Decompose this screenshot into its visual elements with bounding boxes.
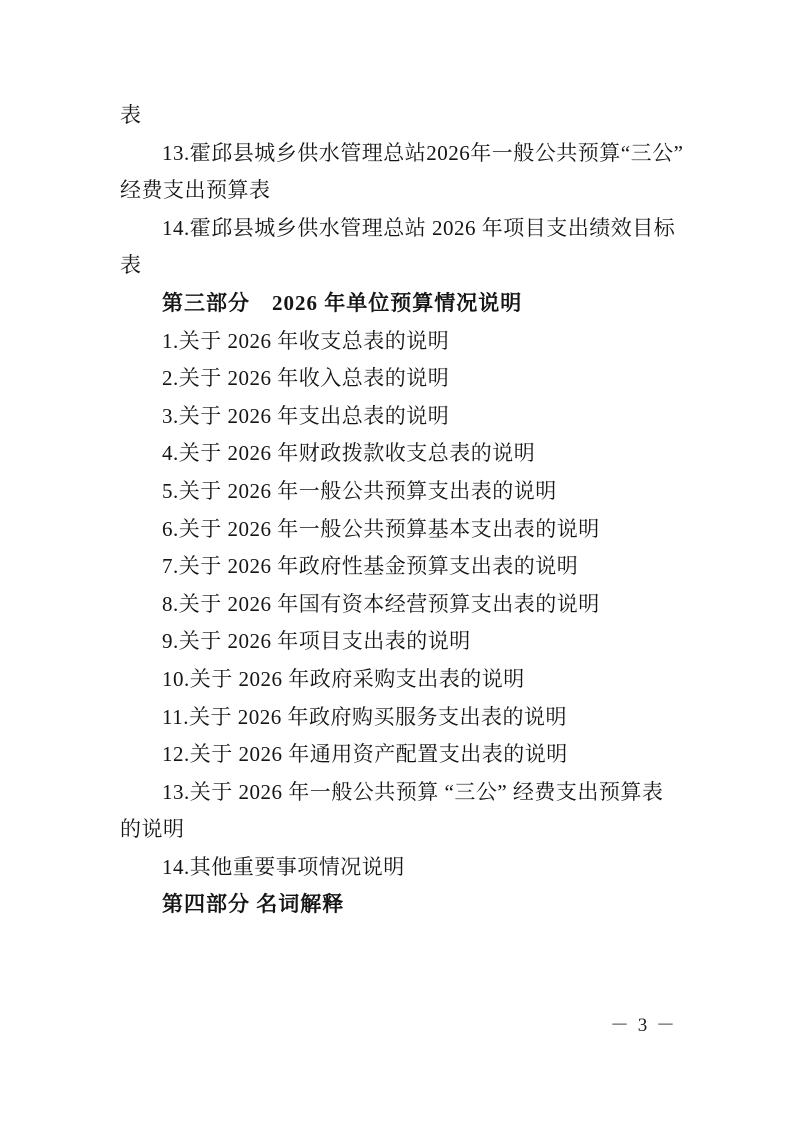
document-line: 4.关于 2026 年财政拨款收支总表的说明 [162,441,536,466]
document-line: 10.关于 2026 年政府采购支出表的说明 [162,666,525,691]
page-number: － 3 － [609,1015,677,1036]
document-line: 表 [120,103,142,127]
section-heading: 第四部分 名词解释 [162,892,345,917]
document-line: 经费支出预算表 [120,178,271,203]
document-line: 5.关于 2026 年一般公共预算支出表的说明 [162,478,557,503]
document-line: 6.关于 2026 年一般公共预算基本支出表的说明 [162,516,600,541]
document-line: 14.其他重要事项情况说明 [162,854,405,879]
document-line: 表 [120,253,142,278]
document-line: 8.关于 2026 年国有资本经营预算支出表的说明 [162,591,600,616]
document-line: 1.关于 2026 年收支总表的说明 [162,328,450,353]
document-line: 7.关于 2026 年政府性基金预算支出表的说明 [162,554,579,579]
document-line: 13.霍邱县城乡供水管理总站2026年一般公共预算“三公” [162,140,684,165]
document-line: 的说明 [120,817,185,842]
document-line: 9.关于 2026 年项目支出表的说明 [162,629,471,654]
document-line: 12.关于 2026 年通用资产配置支出表的说明 [162,742,568,767]
document-line: 13.关于 2026 年一般公共预算 “三公” 经费支出预算表 [162,779,664,804]
section-heading: 第三部分 2026 年单位预算情况说明 [162,290,523,315]
document-line: 3.关于 2026 年支出总表的说明 [162,403,450,428]
document-line: 11.关于 2026 年政府购买服务支出表的说明 [162,704,567,729]
document-line: 14.霍邱县城乡供水管理总站 2026 年项目支出绩效目标 [162,215,676,240]
document-body [120,97,700,924]
document-line: 2.关于 2026 年收入总表的说明 [162,366,450,391]
